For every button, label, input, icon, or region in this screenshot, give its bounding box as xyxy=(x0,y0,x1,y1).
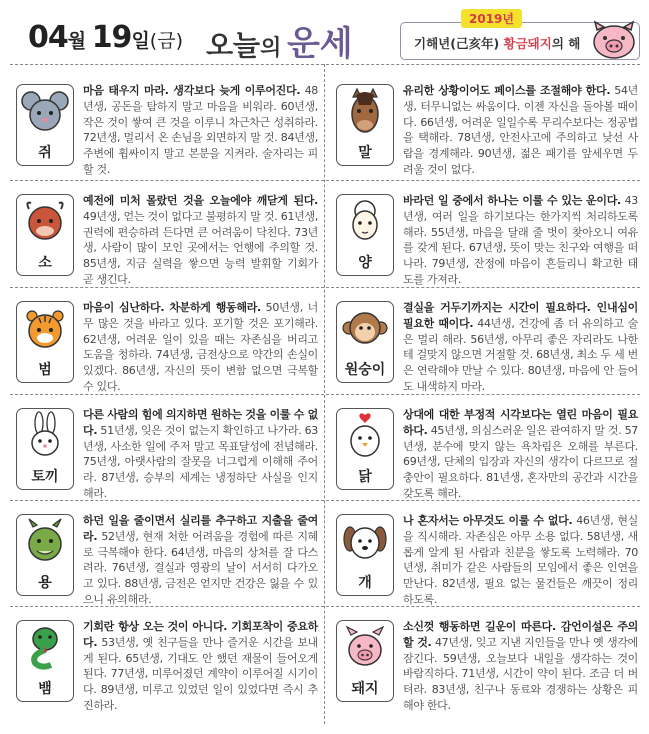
date-month-unit: 월 xyxy=(67,30,87,52)
animal-badge xyxy=(16,84,74,166)
fortune-card-ox xyxy=(10,182,320,286)
animal-badge xyxy=(336,408,394,490)
animal-badge xyxy=(336,514,394,596)
dragon-icon xyxy=(21,517,69,567)
animal-badge xyxy=(336,620,394,702)
fortune-card-dragon xyxy=(10,502,320,606)
fortune-card-snake xyxy=(10,608,320,712)
title-particle: 의 xyxy=(260,36,282,61)
animal-name: 쥐 xyxy=(38,145,52,161)
fortune-card-monkey xyxy=(330,289,640,393)
fortune-headline: 결실을 거두기까지는 시간이 필요하다. 인내심이 필요한 때이다. xyxy=(403,301,638,330)
fortune-text xyxy=(83,407,318,502)
animal-name: 범 xyxy=(38,362,52,378)
title-today: 오늘 xyxy=(206,29,261,62)
fortune-headline: 소신껏 행동하면 길운이 따른다. 감언이설은 주의할 것. xyxy=(403,620,638,649)
animal-name: 원숭이 xyxy=(344,362,386,378)
fortune-headline: 마음 태우지 마라. 생각보다 늦게 이루어진다. xyxy=(83,84,301,97)
fortune-card-sheep xyxy=(330,182,640,286)
fortune-card-rabbit xyxy=(10,396,320,500)
animal-name: 말 xyxy=(358,145,372,161)
animal-name: 토끼 xyxy=(31,469,59,485)
animal-name: 양 xyxy=(358,255,372,271)
monkey-icon xyxy=(341,304,389,354)
sheep-icon xyxy=(341,197,389,247)
fortune-text xyxy=(83,300,318,395)
fortune-body: 51년생, 잊은 것이 없는지 확인하고 나가라. 63년생, 사소한 일에 주저 말고 목표달성에 전념해라. 75년생, 아랫사람의 잘못을 너그럽게 이해해 주어라. 87년생, 승부의 세계는 냉정하단 사실을 인지해라. xyxy=(83,423,319,500)
date-day: 19 xyxy=(91,20,132,55)
fortune-text xyxy=(83,619,318,714)
animal-name: 돼지 xyxy=(351,681,379,697)
year-text-c: 의 해 xyxy=(551,36,581,51)
fortune-body: 53년생, 옛 친구들을 만나 즐거운 시간을 보내게 된다. 65년생, 기대도 안 했던 재물이 들어오게 된다. 77년생, 미루어졌던 계약이 이루어질 시기이다. 89년생, 미루고 있었던 일이 있었다면 즉시 추진하라. xyxy=(83,635,318,712)
fortune-headline: 유리한 상황이어도 페이스를 조절해야 한다. xyxy=(403,84,611,97)
tiger-icon xyxy=(21,304,69,354)
fortune-card-tiger xyxy=(10,289,320,393)
fortune-headline: 예전에 미처 몰랐던 것을 오늘에야 깨닫게 된다. xyxy=(83,194,318,207)
pig-icon xyxy=(341,623,389,673)
fortune-body: 50년생, 너무 많은 것을 바라고 있다. 포기할 것은 포기해라. 62년생, 어려운 일이 있을 때는 자존심을 버리고 도움을 청하라. 74년생, 금전상으로 약간의 손실이 있겠다. 86년생, 자신의 뜻이 변함 없으면 극복할 수 있다. xyxy=(83,301,318,393)
fortune-headline: 기회란 항상 오는 것이 아니다. 기회포착이 중요하다. xyxy=(83,620,318,649)
animal-name: 개 xyxy=(358,575,372,591)
page-title xyxy=(206,16,353,65)
date-label xyxy=(28,20,183,55)
fortune-body: 45년생, 의심스러운 일은 관여하지 말 것. 57년생, 분수에 맞지 않는 욕차림은 오해를 부른다. 69년생, 단체의 입장과 자신의 생각이 다르므로 절충안이 필요하다. 81년생, 혼자만의 공간과 시간을 갖도록 해라. xyxy=(403,423,638,500)
fortune-card-rooster xyxy=(330,396,640,500)
page-header xyxy=(0,0,649,64)
fortune-text xyxy=(403,83,638,178)
fortune-card-pig xyxy=(330,608,640,712)
fortune-body: 52년생, 현재 처한 어려움을 경험에 따른 지혜로 극복해야 한다. 64년생, 마음의 상처를 잘 다스려라. 76년생, 결실과 영광의 날이 서서히 다가오고 있다. 88년생, 금전은 얻지만 건강은 잃을 수 있으니 유의해라. xyxy=(83,529,318,606)
rat-icon xyxy=(21,87,69,137)
fortune-text xyxy=(403,513,638,608)
fortune-card-dog xyxy=(330,502,640,606)
fortune-card-rat xyxy=(10,72,320,176)
row-divider xyxy=(10,64,640,65)
animal-badge xyxy=(336,84,394,166)
animal-badge xyxy=(16,408,74,490)
animal-name: 소 xyxy=(38,255,52,271)
animal-name: 닭 xyxy=(358,469,372,485)
fortune-headline: 바라던 일 중에서 하나는 이룰 수 있는 운이다. xyxy=(403,194,621,207)
fortune-body: 48년생, 공돈을 탐하지 말고 마음을 비워라. 60년생, 작은 것이 쌓여 큰 것을 이루니 차근차근 성취하라. 72년생, 멀리서 온 손님을 외면하지 말 것. 84년생, 주변에 휩싸이지 말고 본분을 지켜라. 술자리는 피할 것. xyxy=(83,84,318,176)
fortune-headline: 나 혼자서는 아무것도 이룰 수 없다. xyxy=(403,514,573,527)
fortune-body: 44년생, 건강에 좀 더 유의하고 술은 멀리 해라. 56년생, 아무리 좋은 자리라도 나한테 걸맞지 않으면 거절할 것. 68년생, 최소 두 세 번은 연락해야 만날 수 있다. 80년생, 마음에 안 들어도 내색하지 마라. xyxy=(403,316,638,393)
rabbit-icon xyxy=(21,411,69,461)
fortune-card-horse xyxy=(330,72,640,176)
title-fortune: 운세 xyxy=(286,24,353,64)
fortune-text xyxy=(403,193,638,288)
column-divider xyxy=(324,64,325,724)
fortune-text xyxy=(403,619,638,714)
fortune-body: 47년생, 잊고 지낸 지인들을 만나 옛 생각에 잠긴다. 59년생, 오늘보다 내일을 생각하는 것이 바람직하다. 71년생, 시간이 약이 된다. 조금 더 버텨라. 83년생, 친구나 동료와 경쟁하는 상황은 피해야 한다. xyxy=(403,635,638,712)
fortune-text xyxy=(83,83,318,178)
dog-icon xyxy=(341,517,389,567)
date-month: 04 xyxy=(28,20,68,55)
animal-badge xyxy=(16,301,74,383)
fortune-text xyxy=(83,193,318,288)
animal-badge xyxy=(336,194,394,276)
fortune-text xyxy=(403,300,638,395)
year-tag: 2019년 xyxy=(461,9,522,28)
animal-name: 뱀 xyxy=(38,681,52,697)
fortune-headline: 하던 일을 줄이면서 실리를 추구하고 지출을 줄여라. xyxy=(83,514,318,543)
year-text-b: 황금돼지 xyxy=(503,36,552,51)
fortune-headline: 상대에 대한 부정적 시각보다는 열린 마음이 필요하다. xyxy=(403,408,638,437)
fortune-text xyxy=(403,407,638,502)
horse-icon xyxy=(341,87,389,137)
fortune-body: 49년생, 얻는 것이 없다고 불평하지 말 것. 61년생, 권력에 편승하려 든다면 큰 어려움이 닥친다. 73년생, 사람이 많이 모인 곳에서는 언행에 주의할 것. 85년생, 지금 실력을 쌓으면 능력 발휘할 기회가 곧 생긴다. xyxy=(83,209,318,286)
year-text-a: 기해년(己亥年) xyxy=(414,36,500,51)
fortune-body: 46년생, 현실을 직시해라. 자존심은 아무 소용 없다. 58년생, 새롭게 알게 된 사람과 친분을 쌓도록 노력해라. 70년생, 취미가 같은 사람들의 모임에서 좋은 인연을 만난다. 82년생, 필요 없는 물건들은 깨끗이 정리하도록. xyxy=(403,514,638,606)
animal-badge xyxy=(336,301,394,383)
animal-badge xyxy=(16,194,74,276)
year-text xyxy=(414,34,580,52)
fortune-body: 43년생, 여러 일을 하기보다는 한가지씩 처리하도록 해라. 55년생, 마음을 달래 줄 벗이 찾아오니 여유를 갖게 된다. 67년생, 뜻이 맞는 친구와 여행을 떠나라. 79년생, 잔정에 마음이 흔들리니 확고한 태도를 가져라. xyxy=(403,194,639,286)
date-weekday: (금) xyxy=(149,30,183,52)
date-day-unit: 일 xyxy=(131,30,150,52)
animal-badge xyxy=(16,620,74,702)
animal-badge xyxy=(16,514,74,596)
row-divider xyxy=(10,180,640,181)
snake-icon xyxy=(21,623,69,673)
fortune-body: 54년생, 터무니없는 싸움이다. 이젠 자신을 돌아볼 때이다. 66년생, 어려운 일일수록 무리수보다는 정공법을 택해라. 78년생, 안전사고에 주의하고 낮선 사람을 경계해라. 90년생, 젊은 패기를 앞세우면 두려울 것이 없다. xyxy=(403,84,638,176)
fortune-headline: 다른 사람의 힘에 의지하면 원하는 것을 이룰 수 없다. xyxy=(83,408,318,437)
rooster-icon xyxy=(341,411,389,461)
animal-name: 용 xyxy=(38,575,52,591)
pig-mascot-icon xyxy=(590,20,638,60)
fortune-text xyxy=(83,513,318,608)
ox-icon xyxy=(21,197,69,247)
fortune-headline: 마음이 심난하다. 차분하게 행동해라. xyxy=(83,301,261,314)
